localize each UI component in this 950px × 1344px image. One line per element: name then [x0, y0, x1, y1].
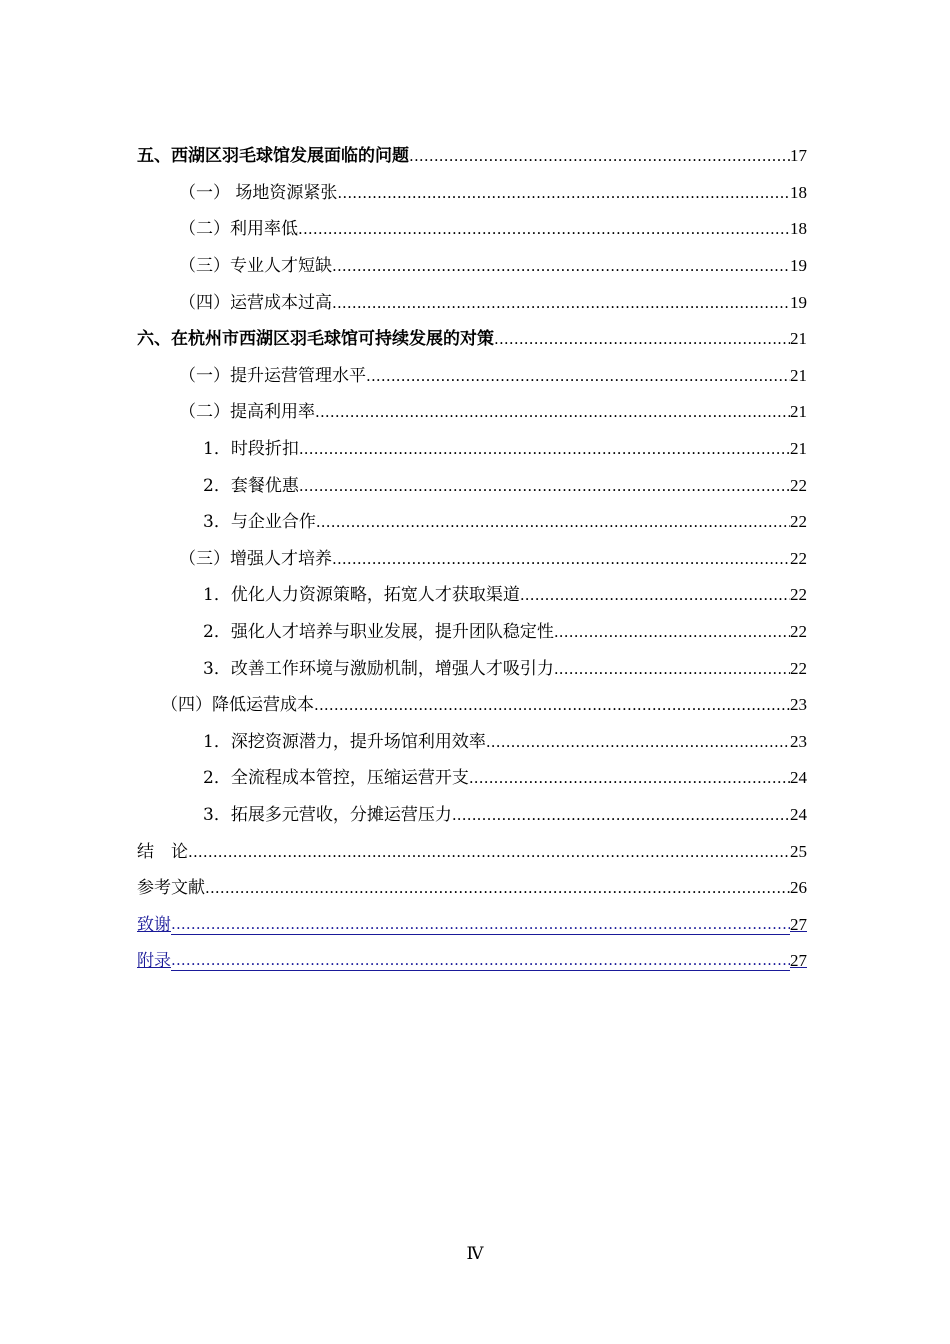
dot-leader	[299, 439, 790, 459]
toc-entry-conclusion[interactable]	[137, 833, 807, 870]
toc-entry-title: （二）提高利用率	[179, 402, 315, 423]
dot-leader	[299, 476, 790, 496]
toc-entry-title: （四）运营成本过高	[179, 292, 332, 313]
toc-entry-title: 六、在杭州市西湖区羽毛球馆可持续发展的对策	[137, 329, 494, 350]
toc-entry-page: 19	[790, 256, 807, 276]
toc-entry-page: 21	[790, 439, 807, 459]
dot-leader	[469, 768, 790, 788]
toc-entry-page: 27	[790, 951, 807, 971]
toc-entry-title: 1．优化人力资源策略，拓宽人才获取渠道	[203, 585, 520, 606]
toc-entry-title: 参考文献	[137, 878, 205, 899]
dot-leader	[486, 732, 790, 752]
dot-leader	[409, 146, 790, 166]
toc-entry-6-2-1[interactable]	[137, 431, 807, 468]
toc-entry-page: 25	[790, 841, 807, 861]
dot-leader	[366, 366, 790, 386]
toc-link-acknowledgements[interactable]	[137, 906, 807, 943]
dot-leader	[332, 293, 790, 313]
toc-entry-title: 3．改善工作环境与激励机制，增强人才吸引力	[203, 658, 554, 679]
dot-leader	[332, 549, 790, 569]
dot-leader	[452, 805, 790, 825]
toc-entry-page: 22	[790, 512, 807, 532]
toc-entry-6-4-2[interactable]	[137, 760, 807, 797]
toc-entry-chapter-5[interactable]	[137, 138, 807, 175]
toc-entry-title: 五、西湖区羽毛球馆发展面临的问题	[137, 146, 409, 167]
toc-entry-title: 致谢	[137, 914, 171, 935]
toc-entry-title: 2．强化人才培养与职业发展，提升团队稳定性	[203, 622, 554, 643]
toc-entry-title: （四）降低运营成本	[161, 695, 314, 716]
toc-entry-title: 1．时段折扣	[203, 439, 299, 460]
toc-entry-title: （一）提升运营管理水平	[179, 365, 366, 386]
toc-entry-page: 26	[790, 878, 807, 898]
toc-entry-6-2-3[interactable]	[137, 504, 807, 541]
toc-entry-chapter-6[interactable]	[137, 321, 807, 358]
toc-entry-page: 21	[790, 402, 807, 422]
toc-entry-page: 27	[790, 914, 807, 934]
toc-entry-title: 1．深挖资源潜力，提升场馆利用效率	[203, 731, 486, 752]
toc-entry-title: （三）专业人才短缺	[179, 256, 332, 277]
toc-entry-6-3-1[interactable]	[137, 577, 807, 614]
dot-leader	[314, 695, 790, 715]
toc-entry-5-1[interactable]	[137, 175, 807, 212]
toc-link-appendix[interactable]	[137, 943, 807, 980]
dot-leader	[205, 878, 790, 898]
toc-entry-6-2-2[interactable]	[137, 467, 807, 504]
toc-entry-5-2[interactable]	[137, 211, 807, 248]
page-number: Ⅳ	[466, 1244, 484, 1263]
toc-entry-page: 22	[790, 475, 807, 495]
toc-entry-6-3-3[interactable]	[137, 650, 807, 687]
toc-entry-title: 3．拓展多元营收，分摊运营压力	[203, 804, 452, 825]
toc-entry-6-4[interactable]	[137, 687, 807, 724]
dot-leader	[171, 951, 790, 971]
toc-entry-title: 结 论	[137, 841, 188, 862]
toc-entry-title: 3．与企业合作	[203, 512, 316, 533]
toc-entry-page: 23	[790, 731, 807, 751]
toc-entry-page: 17	[790, 146, 807, 166]
dot-leader	[316, 512, 790, 532]
dot-leader	[554, 659, 790, 679]
dot-leader	[337, 183, 790, 203]
toc-entry-title: 2．套餐优惠	[203, 475, 299, 496]
toc-entry-page: 23	[790, 695, 807, 715]
toc-entry-page: 22	[790, 585, 807, 605]
toc-entry-title: 2．全流程成本管控，压缩运营开支	[203, 768, 469, 789]
toc-entry-5-3[interactable]	[137, 248, 807, 285]
dot-leader	[315, 402, 790, 422]
dot-leader	[554, 622, 790, 642]
toc-entry-6-3-2[interactable]	[137, 614, 807, 651]
toc-entry-6-1[interactable]	[137, 358, 807, 395]
toc-entry-6-4-1[interactable]	[137, 724, 807, 761]
toc-entry-title: （二）利用率低	[179, 219, 298, 240]
toc-entry-title: 附录	[137, 951, 171, 972]
toc-entry-page: 19	[790, 292, 807, 312]
toc-entry-page: 21	[790, 365, 807, 385]
toc-entry-6-3[interactable]	[137, 541, 807, 578]
dot-leader	[332, 256, 790, 276]
table-of-contents	[137, 138, 807, 980]
dot-leader	[520, 585, 790, 605]
toc-entry-title: （三）增强人才培养	[179, 548, 332, 569]
toc-entry-page: 24	[790, 768, 807, 788]
toc-entry-5-4[interactable]	[137, 284, 807, 321]
toc-entry-6-2[interactable]	[137, 394, 807, 431]
dot-leader	[171, 915, 790, 935]
toc-entry-page: 18	[790, 182, 807, 202]
toc-entry-page: 22	[790, 548, 807, 568]
toc-entry-6-4-3[interactable]	[137, 797, 807, 834]
toc-entry-title: （一） 场地资源紧张	[179, 182, 338, 203]
toc-entry-references[interactable]	[137, 870, 807, 907]
dot-leader	[298, 219, 790, 239]
toc-entry-page: 21	[790, 329, 807, 349]
dot-leader	[494, 329, 790, 349]
dot-leader	[188, 842, 790, 862]
toc-entry-page: 18	[790, 219, 807, 239]
toc-entry-page: 22	[790, 658, 807, 678]
toc-entry-page: 24	[790, 804, 807, 824]
toc-entry-page: 22	[790, 622, 807, 642]
